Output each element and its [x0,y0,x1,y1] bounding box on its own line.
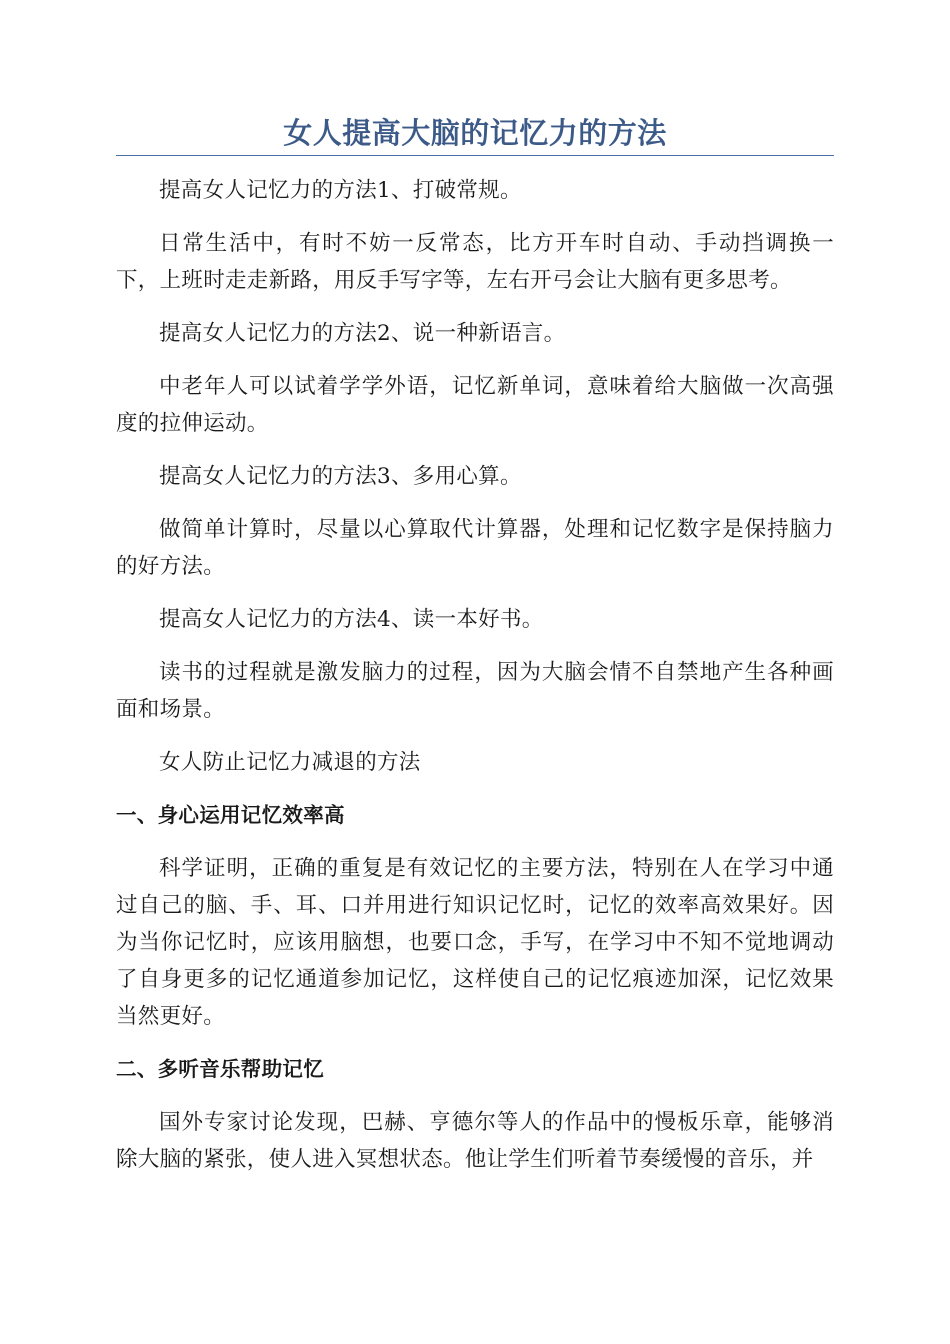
prevention-intro: 女人防止记忆力减退的方法 [159,750,421,775]
method-1-title: 提高女人记忆力的方法1、打破常规。 [159,178,522,203]
method-2-title: 提高女人记忆力的方法2、说一种新语言。 [159,321,566,346]
method-3-text: 做简单计算时，尽量以心算取代计算器，处理和记忆数字是保持脑力的好方法。 [116,517,834,579]
method-3-title: 提高女人记忆力的方法3、多用心算。 [159,464,522,489]
method-1-text: 日常生活中，有时不妨一反常态，比方开车时自动、手动挡调换一下，上班时走走新路，用反手写字等，左右开弓会让大脑有更多思考。 [116,231,834,293]
section-2-heading: 二、多听音乐帮助记忆 [116,1057,324,1081]
method-4-text: 读书的过程就是激发脑力的过程，因为大脑会情不自禁地产生各种画面和场景。 [116,660,834,722]
method-4-title: 提高女人记忆力的方法4、读一本好书。 [159,607,544,632]
title-underline [116,155,834,156]
document-body [116,172,834,1178]
document-title: 女人提高大脑的记忆力的方法 [283,116,667,150]
section-1-text: 科学证明，正确的重复是有效记忆的主要方法，特别在人在学习中通过自己的脑、手、耳、口并用进行知识记忆时，记忆的效率高效果好。因为当你记忆时，应该用脑想，也要口念，手写，在学习中不知不觉地调动了自身更多的记忆通道参加记忆，这样使自己的记忆痕迹加深，记忆效果当然更好。 [116,856,834,1029]
section-2-text: 国外专家讨论发现，巴赫、亨德尔等人的作品中的慢板乐章，能够消除大脑的紧张，使人进入冥想状态。他让学生们听着节奏缓慢的音乐，并 [116,1110,834,1172]
section-1-heading: 一、身心运用记忆效率高 [116,803,345,827]
method-2-text: 中老年人可以试着学学外语，记忆新单词，意味着给大脑做一次高强度的拉伸运动。 [116,374,834,436]
